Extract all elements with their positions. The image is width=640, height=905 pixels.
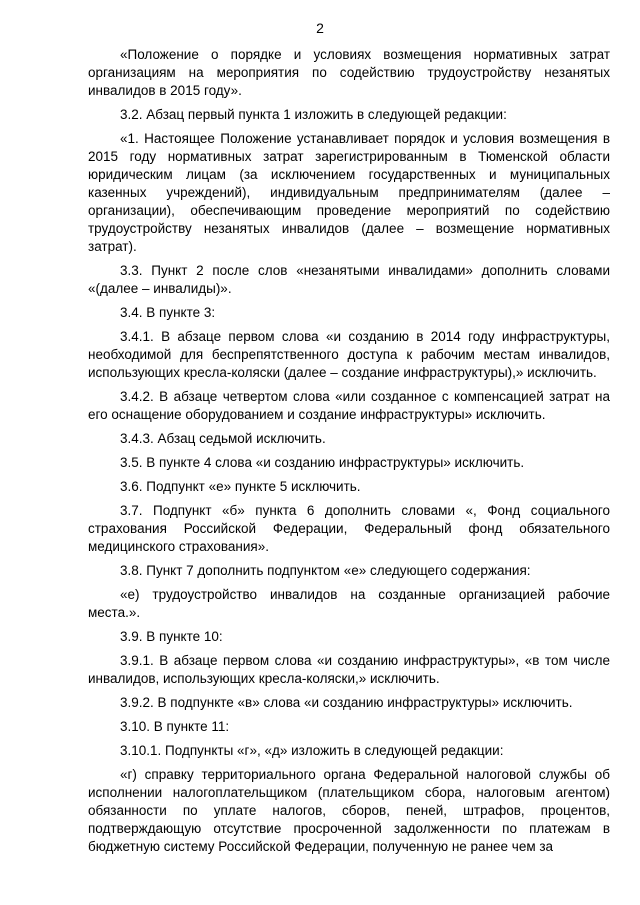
paragraph: 3.4.1. В абзаце первом слова «и созданию в 2014 году инфраструктуры, необходимой для беспрепятственного доступа к рабочим местам инвалидов, использующих кресла-коляски (далее – создание инфраструктуры),» исключить.	[88, 329, 610, 380]
paragraph: 3.2. Абзац первый пункта 1 изложить в следующей редакции:	[120, 107, 507, 122]
paragraph: 3.5. В пункте 4 слова «и созданию инфраструктуры» исключить.	[120, 455, 525, 470]
paragraph: 3.6. Подпункт «е» пункте 5 исключить.	[120, 479, 361, 494]
paragraph: 3.10. В пункте 11:	[120, 719, 230, 734]
paragraph: 3.4.2. В абзаце четвертом слова «или созданное с компенсацией затрат на его оснащение оборудованием и создание инфраструктуры» исключить.	[88, 389, 610, 422]
paragraph: 3.10.1. Подпункты «г», «д» изложить в следующей редакции:	[120, 743, 504, 758]
paragraph: 3.4. В пункте 3:	[120, 305, 216, 320]
page-number: 2	[316, 20, 324, 36]
paragraph: «Положение о порядке и условиях возмещения нормативных затрат организациям на мероприятия по содействию трудоустройству незанятых инвалидов в 2015 году».	[88, 47, 610, 98]
paragraph: 3.8. Пункт 7 дополнить подпунктом «е» следующего содержания:	[120, 563, 531, 578]
paragraph: 3.7. Подпункт «б» пункта 6 дополнить словами «, Фонд социального страхования Российской Федерации, Федеральный фонд обязательного медицинского страхования».	[88, 503, 610, 554]
paragraph: «1. Настоящее Положение устанавливает порядок и условия возмещения в 2015 году нормативных затрат зарегистрированным в Тюменской области юридическим лицам (за исключением государственных и муниципальных казенных учреждений), индивидуальным предпринимателям (далее – организации), обеспечивающим проведение мероприятий по содействию трудоустройству незанятых инвалидов (далее – возмещение нормативных затрат).	[88, 131, 610, 254]
document-body	[88, 46, 610, 862]
paragraph: 3.4.3. Абзац седьмой исключить.	[120, 431, 326, 446]
paragraph: 3.9.1. В абзаце первом слова «и созданию инфраструктуры», «в том числе инвалидов, использующих кресла-коляски,» исключить.	[88, 653, 610, 686]
paragraph: 3.9.2. В подпункте «в» слова «и созданию инфраструктуры» исключить.	[120, 695, 573, 710]
paragraph: «г) справку территориального органа Федеральной налоговой службы об исполнении налогоплательщиком (плательщиком сбора, налоговым агентом) обязанности по уплате налогов, сборов, пеней, штрафов, процентов, подтверждающую отсутствие просроченной задолженности по платежам в бюджетную систему Российской Федерации, полученную не ранее чем за	[88, 767, 610, 854]
paragraph: «е) трудоустройство инвалидов на созданные организацией рабочие места.».	[88, 587, 610, 620]
paragraph: 3.9. В пункте 10:	[120, 629, 223, 644]
paragraph: 3.3. Пункт 2 после слов «незанятыми инвалидами» дополнить словами «(далее – инвалиды)».	[88, 263, 610, 296]
